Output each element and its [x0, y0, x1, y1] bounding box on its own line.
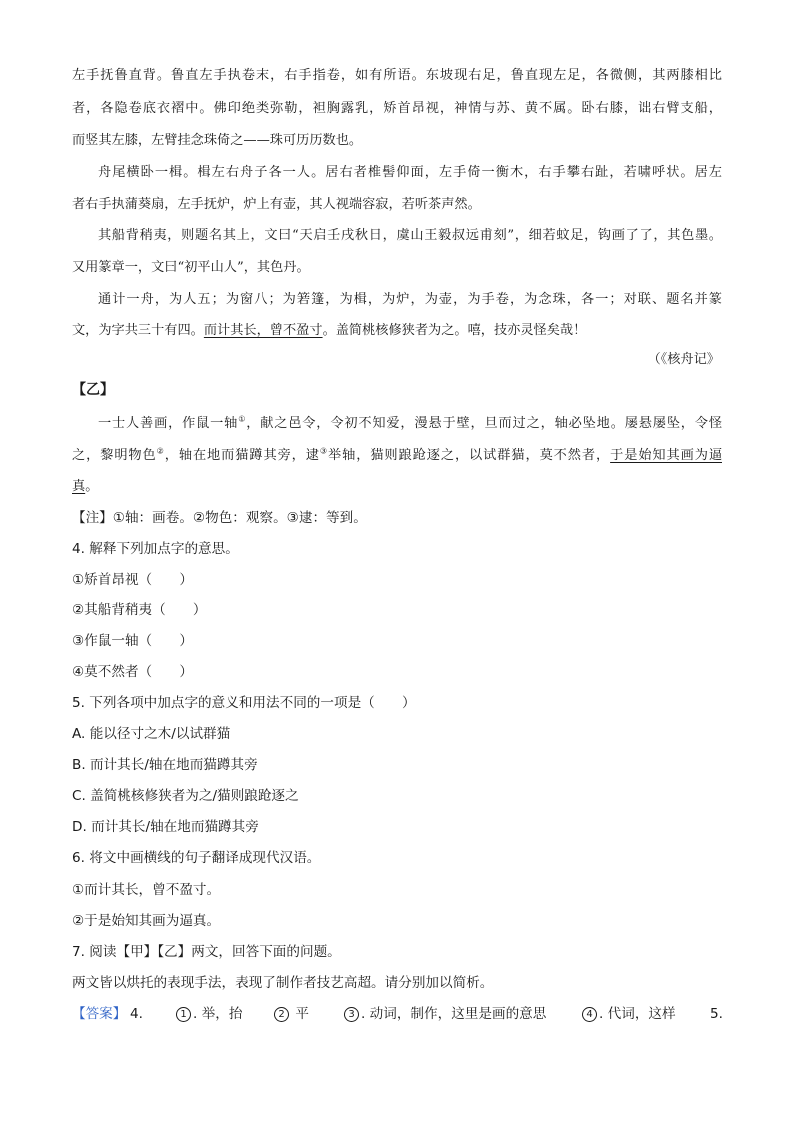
- question-6: 6. 将文中画横线的句子翻译成现代汉语。: [72, 850, 321, 866]
- option-c: C. 盖简桃核修狭者为之/猫则踉跄逐之: [72, 788, 299, 804]
- answer-text: 平: [295, 1006, 309, 1022]
- answer-line: [72, 1004, 732, 1026]
- answer-number: 4.: [130, 1006, 143, 1022]
- text-run: 文，为字共三十有四。: [72, 323, 204, 338]
- passage-jia-line: 其船背稍夷，则题名其上，文曰“天启壬戌秋日，虞山王毅叔远甫刻”，细若蚊足，钩画了了，其色墨。: [98, 228, 722, 243]
- passage-jia-line: 而竖其左膝，左臂挂念珠倚之——珠可历历数也。: [72, 133, 363, 148]
- option-b: B. 而计其长/轴在地而猫蹲其旁: [72, 757, 258, 773]
- circled-number: 4: [582, 1007, 597, 1022]
- underlined-sentence: 于是始知其画为逼: [610, 448, 722, 463]
- text-run: ，轴在地而猫蹲其旁，逮: [164, 448, 320, 463]
- answer-item: 3 . 动词，制作，这里是画的意思: [344, 1004, 546, 1024]
- question-item: ②其船背稍夷（ ）: [72, 602, 207, 618]
- answer-next-number: 5.: [710, 1006, 723, 1022]
- question-5: 5. 下列各项中加点字的意义和用法不同的一项是（ ）: [72, 695, 416, 711]
- text-run: ，献之邑令，令初不知爱，漫悬于壁，旦而过之，轴必坠地。屡悬屡坠，令怪: [246, 416, 722, 431]
- option-a: A. 能以径寸之木/以试群猫: [72, 726, 231, 742]
- passage-jia-line: [72, 321, 722, 341]
- question-item: ②于是始知其画为逼真。: [72, 913, 221, 929]
- option-d: D. 而计其长/轴在地而猫蹲其旁: [72, 819, 259, 835]
- question-7-prompt: 两文皆以烘托的表现手法，表现了制作者技艺高超。请分别加以简析。: [72, 975, 494, 991]
- question-7: 7. 阅读【甲】【乙】两文，回答下面的问题。: [72, 944, 341, 960]
- answer-text: 举，抬: [201, 1006, 243, 1022]
- text-run: 。: [85, 479, 99, 494]
- answer-text: 动词，制作，这里是画的意思: [369, 1006, 547, 1022]
- circled-number: 1: [176, 1007, 191, 1022]
- passage-jia-line: 通计一舟，为人五；为窗八；为箬篷，为楫，为炉，为壶，为手卷，为念珠，各一；对联、题名并篆: [98, 292, 722, 307]
- passage-jia-line: 舟尾横卧一楫。楫左右舟子各一人。居右者椎髻仰面，左手倚一衡木，右手攀右趾，若啸呼状。居左: [98, 165, 722, 180]
- passage-yi-heading: 【乙】: [72, 382, 114, 398]
- text-run: 。盖简桃核修狭者为之。嘻，技亦灵怪矣哉！: [322, 323, 587, 338]
- question-item: ③作鼠一轴（ ）: [72, 633, 193, 649]
- text-run: 举轴，猫则踉跄逐之，以试群猫，莫不然者，: [328, 448, 611, 463]
- footnote-marker: ①: [238, 414, 247, 424]
- underlined-sentence: 而计其长，曾不盈寸: [203, 323, 323, 338]
- passage-yi-line: [72, 477, 722, 497]
- passage-yi-line: [72, 446, 722, 466]
- circled-number: 3: [344, 1007, 359, 1022]
- question-item: ①矫首昂视（ ）: [72, 572, 193, 588]
- question-item: ④莫不然者（ ）: [72, 664, 193, 680]
- answer-tag: 【答案】: [72, 1006, 127, 1022]
- passage-jia-line: 者，各隐卷底衣褶中。佛印绝类弥勒，袒胸露乳，矫首昂视，神情与苏、黄不属。卧右膝，诎右臂支船，: [72, 101, 722, 116]
- footnote-marker: ③: [319, 446, 328, 456]
- source-citation: （《核舟记》: [647, 352, 720, 367]
- answer-text: 代词，这样: [607, 1006, 676, 1022]
- footnote-marker: ②: [156, 446, 165, 456]
- footnote: 【注】①轴：画卷。②物色：观察。③逮：等到。: [72, 510, 367, 526]
- answer-item: 4 . 代词，这样: [582, 1004, 676, 1024]
- underlined-sentence: 真: [72, 479, 86, 494]
- circled-number: 2: [274, 1007, 289, 1022]
- passage-jia-line: 左手抚鲁直背。鲁直左手执卷末，右手指卷，如有所语。东坡现右足，鲁直现左足，各微侧，其两膝相比: [72, 68, 722, 83]
- text-run: 之，黎明物色: [72, 448, 157, 463]
- text-run: 一士人善画，作鼠一轴: [98, 416, 239, 431]
- answer-item: [274, 1004, 309, 1024]
- passage-jia-line: 又用篆章一，文曰“初平山人”，其色丹。: [72, 260, 310, 275]
- question-4: 4. 解释下列加点字的意思。: [72, 541, 239, 557]
- passage-yi-line: [98, 414, 722, 434]
- question-item: ①而计其长，曾不盈寸。: [72, 882, 221, 898]
- answer-item: 1 . 举，抬: [176, 1004, 242, 1024]
- passage-jia-line: 者右手执蒲葵扇，左手抚炉，炉上有壶，其人视端容寂，若听茶声然。: [72, 197, 481, 212]
